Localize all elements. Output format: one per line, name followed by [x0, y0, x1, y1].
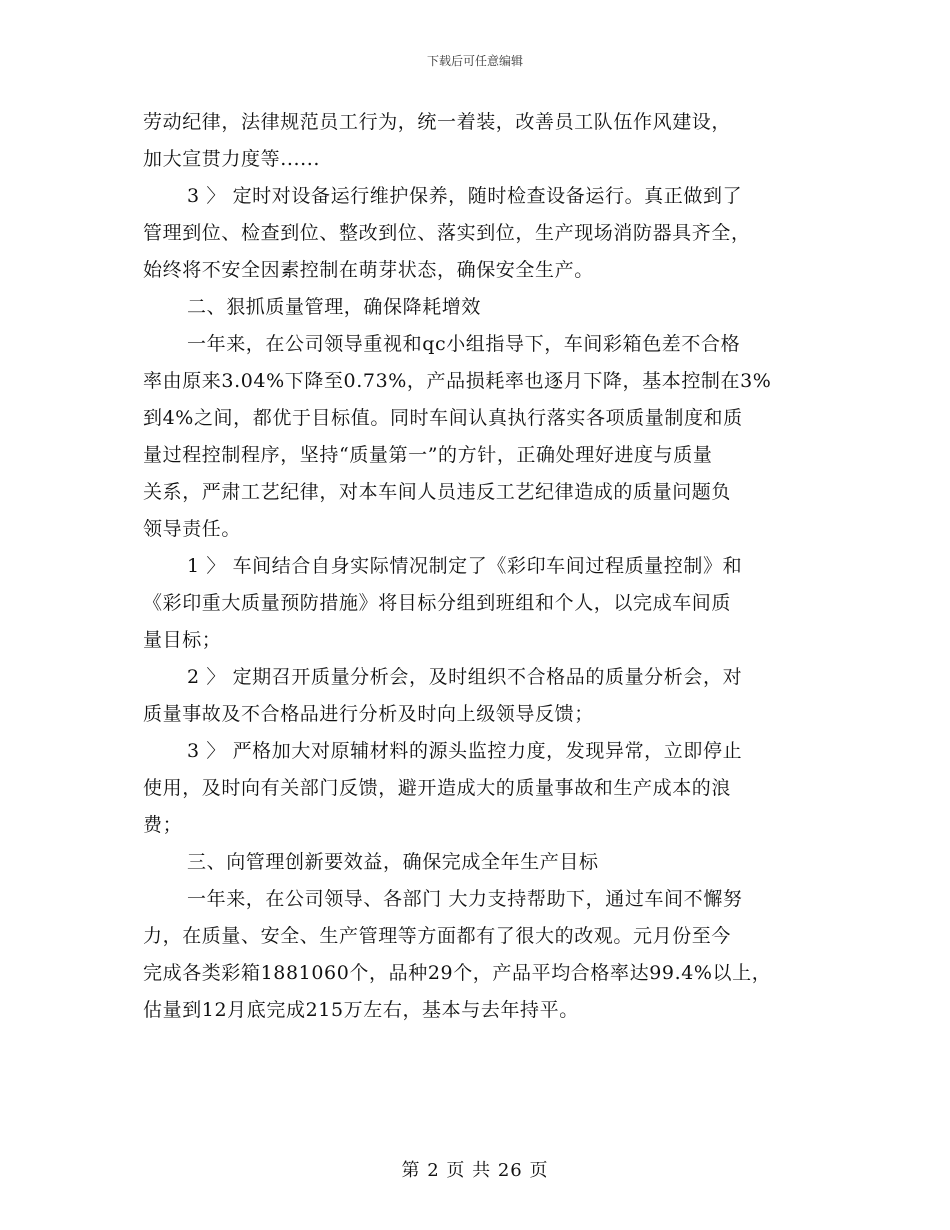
text-line: 劳动纪律，法律规范员工行为，统一着装，改善员工队伍作风建设，: [143, 111, 732, 133]
text-line: 领导责任。: [143, 518, 242, 540]
text-line: 完成各类彩箱1881060个，品种29个，产品平均合格率达99.4%以上，: [143, 962, 772, 984]
document-body: [143, 104, 807, 1029]
text-line: 率由原来3.04%下降至0.73%，产品损耗率也逐月下降，基本控制在3%: [143, 370, 772, 392]
page-header: 下载后可任意编辑: [426, 54, 523, 68]
text-line: 《彩印重大质量预防措施》将目标分组到班组和个人，以完成车间质: [143, 592, 732, 614]
text-line: 加大宣贯力度等......: [143, 148, 321, 170]
text-line: 费；: [143, 814, 183, 836]
text-line: 估量到12月底完成215万左右，基本与去年持平。: [143, 999, 579, 1021]
text-line: 关系，严肃工艺纪律，对本车间人员违反工艺纪律造成的质量问题负: [143, 481, 732, 503]
text-line: 量过程控制程序，坚持“质量第一”的方针，正确处理好进度与质量: [143, 444, 713, 466]
text-line: 质量事故及不合格品进行分析及时向上级领导反馈；: [143, 703, 594, 725]
text-line: 到4%之间，都优于目标值。同时车间认真执行落实各项质量制度和质: [143, 407, 743, 429]
list-item-3: 3 〉 严格加大对原辅材料的源头监控力度，发现异常，立即停止: [187, 740, 743, 762]
page-number-footer: 第 2 页 共 26 页: [401, 1160, 549, 1181]
list-item-3: 3 〉 定时对设备运行维护保养，随时检查设备运行。真正做到了: [187, 185, 743, 207]
text-line: 力，在质量、安全、生产管理等方面都有了很大的改观。元月份至今: [143, 925, 732, 947]
text-line: 使用，及时向有关部门反馈，避开造成大的质量事故和生产成本的浪: [143, 777, 732, 799]
text-line: 一年来，在公司领导、各部门 大力支持帮助下，通过车间不懈努: [187, 888, 743, 910]
section-heading-2: 二、狠抓质量管理，确保降耗增效: [187, 296, 482, 318]
list-item-1: 1 〉 车间结合自身实际情况制定了《彩印车间过程质量控制》和: [187, 555, 743, 577]
section-heading-3: 三、向管理创新要效益，确保完成全年生产目标: [187, 851, 599, 873]
text-line: 量目标；: [143, 629, 222, 651]
text-line: 始终将不安全因素控制在萌芽状态，确保安全生产。: [143, 259, 594, 281]
list-item-2: 2 〉 定期召开质量分析会，及时组织不合格品的质量分析会，对: [187, 666, 743, 688]
text-line: 一年来，在公司领导重视和qc小组指导下，车间彩箱色差不合格: [187, 333, 741, 355]
text-line: 管理到位、检查到位、整改到位、落实到位，生产现场消防器具齐全，: [143, 222, 751, 244]
